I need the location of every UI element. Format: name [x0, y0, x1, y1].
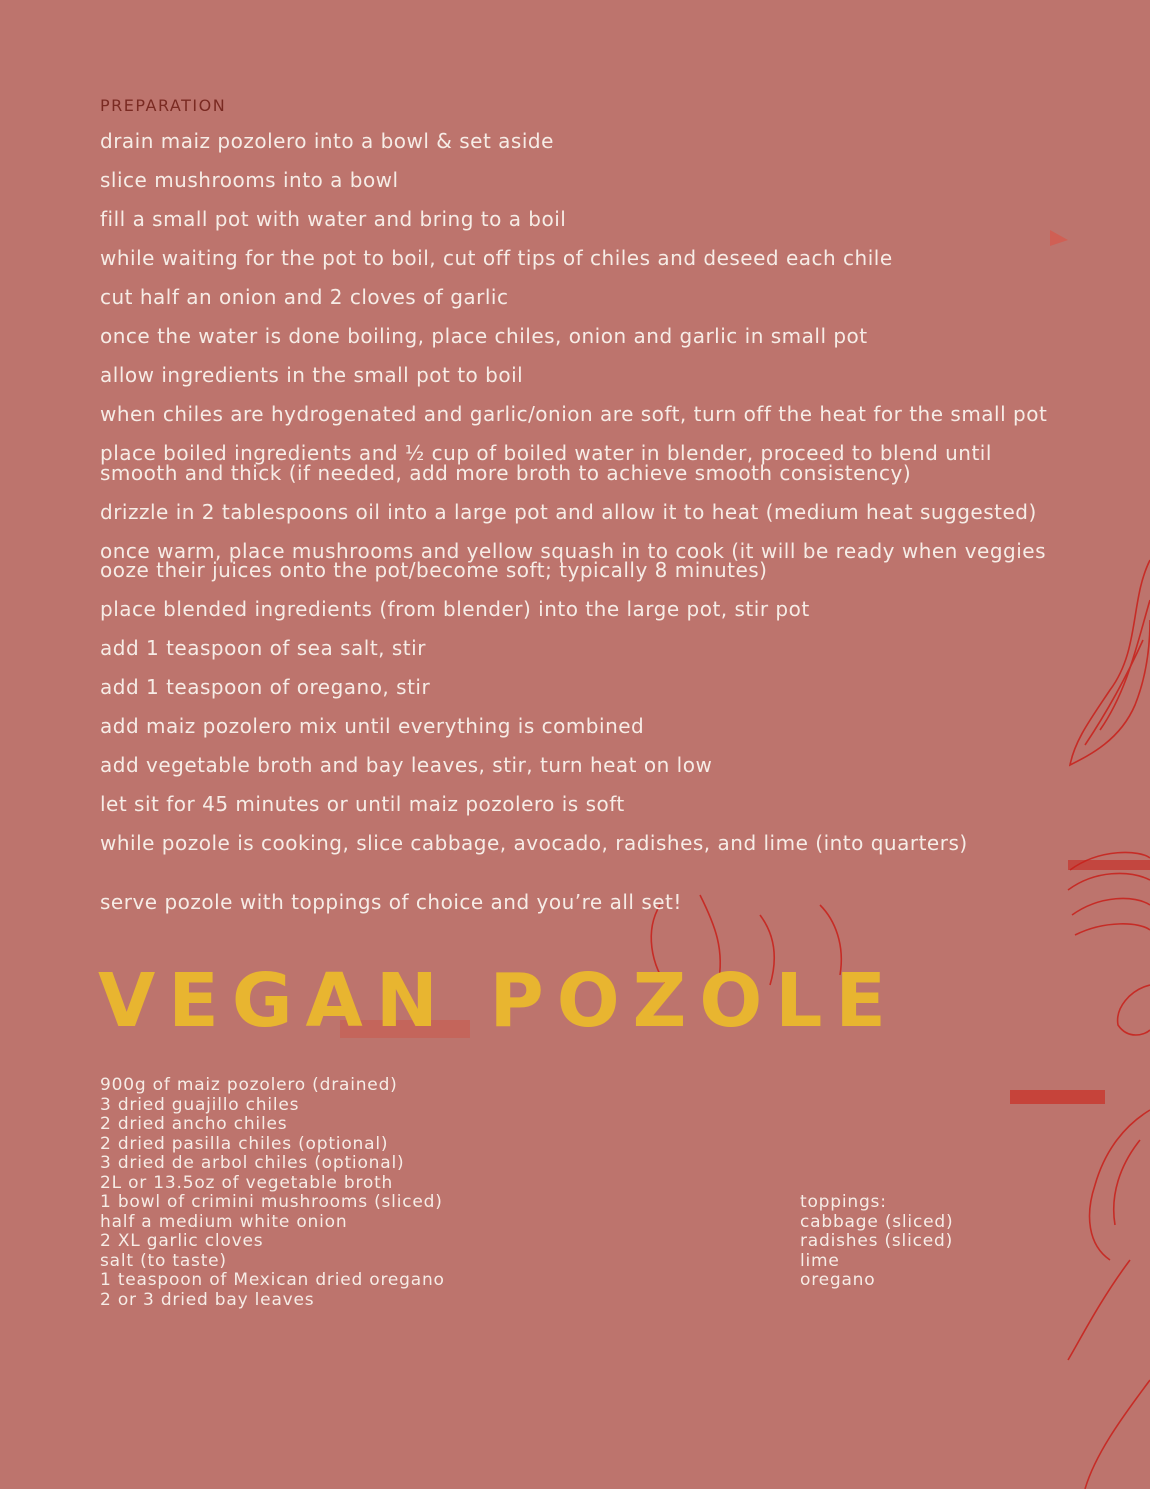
preparation-step: add maiz pozolero mix until everything is combined	[100, 714, 645, 738]
ingredient-item: half a medium white onion	[100, 1211, 348, 1232]
preparation-step: place boiled ingredients and ½ cup of boiled water in blender, proceed to blend until smooth and thick (if needed, add more broth to achieve smooth consistency)	[100, 441, 992, 485]
ingredient-item: 1 teaspoon of Mexican dried oregano	[100, 1270, 445, 1290]
ingredient-item: 2 or 3 dried bay leaves	[100, 1289, 315, 1310]
preparation-step: place blended ingredients (from blender) into the large pot, stir pot	[100, 597, 810, 621]
topping-item: cabbage (sliced)	[800, 1211, 954, 1232]
preparation-step: add 1 teaspoon of oregano, stir	[100, 675, 431, 699]
preparation-step: once warm, place mushrooms and yellow squash in to cook (it will be ready when veggies ooze their juices onto the pot/become soft; typically 8 minutes)	[100, 538, 1047, 582]
toppings-label: toppings:	[800, 1192, 887, 1212]
preparation-steps	[100, 129, 1060, 932]
preparation-heading: PREPARATION	[100, 96, 227, 115]
topping-item: oregano	[800, 1270, 876, 1290]
preparation-step: fill a small pot with water and bring to a boil	[100, 207, 567, 231]
ingredient-item: salt (to taste)	[100, 1250, 227, 1271]
preparation-step: cut half an onion and 2 cloves of garlic	[100, 285, 509, 309]
preparation-step: slice mushrooms into a bowl	[100, 168, 399, 192]
preparation-step: when chiles are hydrogenated and garlic/onion are soft, turn off the heat for the small pot	[100, 402, 1048, 426]
ingredient-item: 1 bowl of crimini mushrooms (sliced)	[100, 1192, 443, 1212]
recipe-title: VEGAN POZOLE	[98, 958, 899, 1044]
toppings-section	[800, 1193, 953, 1291]
preparation-step: allow ingredients in the small pot to boil	[100, 363, 524, 387]
ingredient-item: 3 dried de arbol chiles (optional)	[100, 1153, 405, 1173]
preparation-step: while pozole is cooking, slice cabbage, avocado, radishes, and lime (into quarters)	[100, 831, 968, 855]
preparation-step: while waiting for the pot to boil, cut off tips of chiles and deseed each chile	[100, 246, 893, 270]
ingredient-item: 900g of maiz pozolero (drained)	[100, 1075, 398, 1095]
ingredient-item: 2 dried ancho chiles	[100, 1114, 288, 1134]
preparation-step: serve pozole with toppings of choice and you’re all set!	[100, 889, 682, 914]
ingredient-item: 2 XL garlic cloves	[100, 1231, 264, 1251]
topping-item: radishes (sliced)	[800, 1231, 954, 1251]
ingredient-item: 3 dried guajillo chiles	[100, 1094, 300, 1115]
ingredient-item: 2L or 13.5oz of vegetable broth	[100, 1172, 394, 1193]
ingredient-item: 2 dried pasilla chiles (optional)	[100, 1133, 389, 1154]
toppings-list	[800, 1213, 953, 1291]
preparation-step: add 1 teaspoon of sea salt, stir	[100, 636, 426, 660]
ingredients-list	[100, 1076, 445, 1310]
preparation-step: let sit for 45 minutes or until maiz pozolero is soft	[100, 792, 625, 816]
preparation-step: drizzle in 2 tablespoons oil into a large pot and allow it to heat (medium heat suggested)	[100, 499, 1037, 524]
topping-item: lime	[800, 1250, 840, 1271]
preparation-step: drain maiz pozolero into a bowl & set aside	[100, 129, 554, 153]
preparation-step: add vegetable broth and bay leaves, stir, turn heat on low	[100, 753, 713, 777]
preparation-step: once the water is done boiling, place chiles, onion and garlic in small pot	[100, 324, 868, 348]
